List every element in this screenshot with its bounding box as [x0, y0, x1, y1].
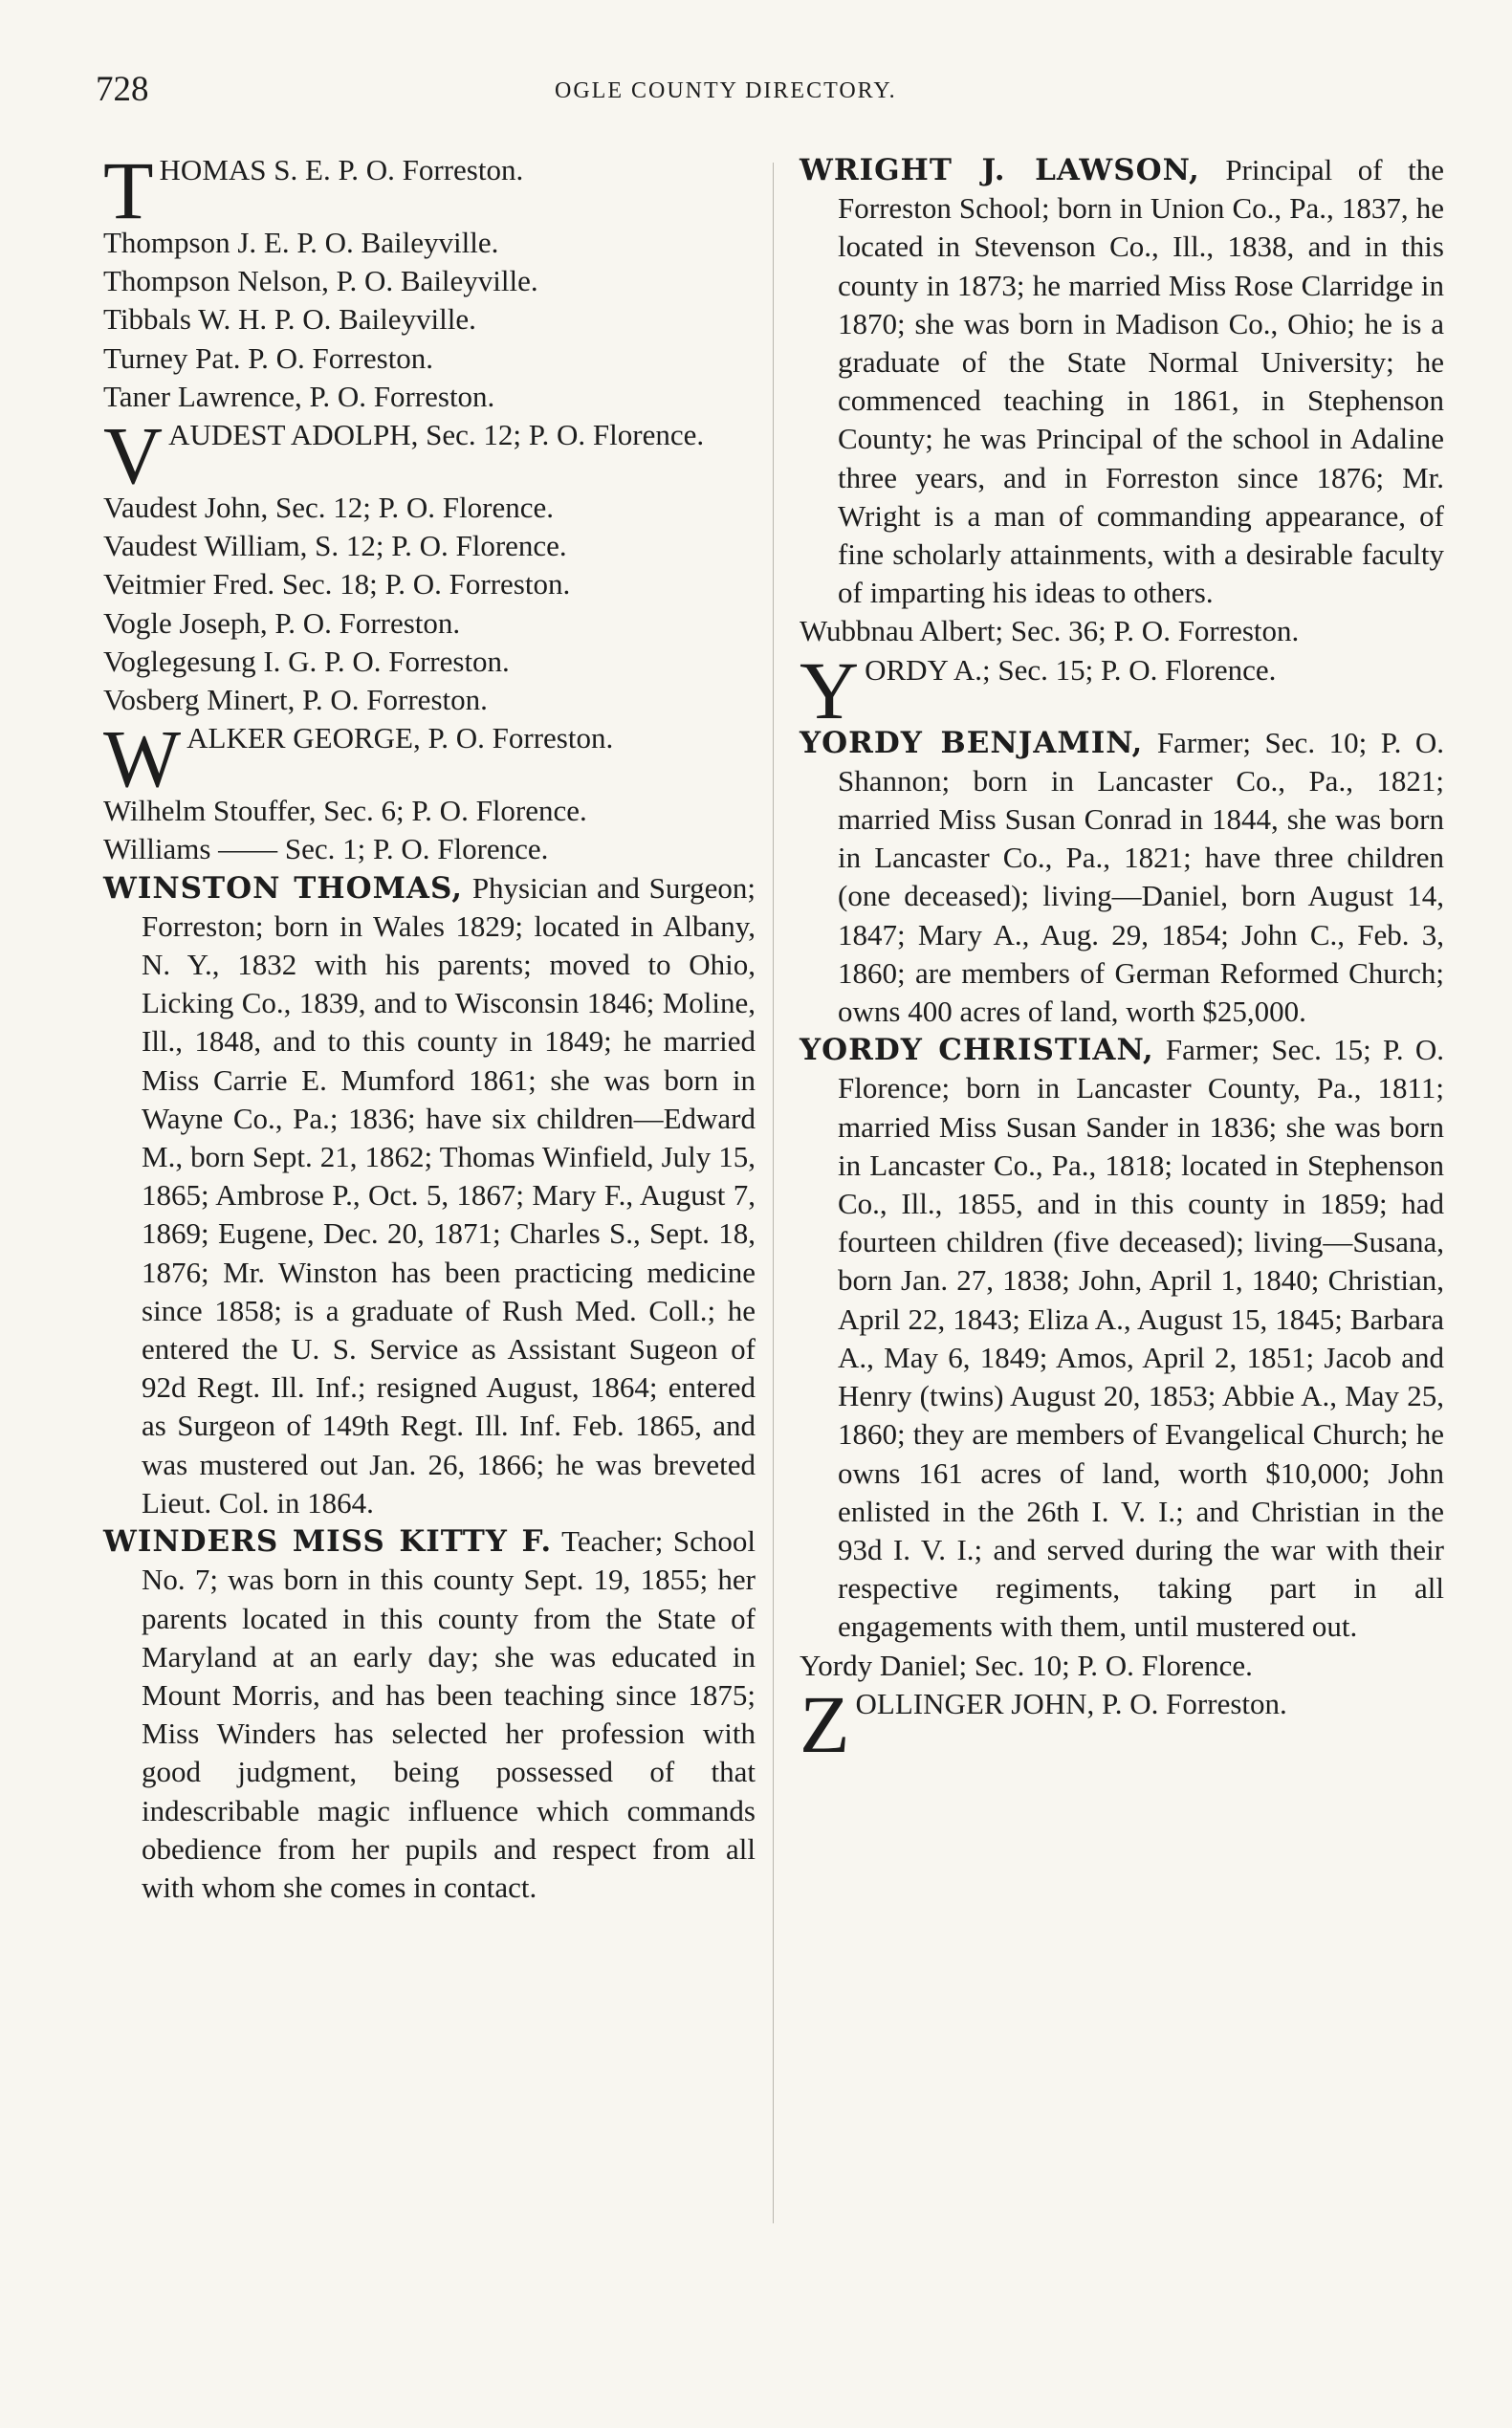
entry-turney: Turney Pat. P. O. Forreston.	[103, 340, 434, 375]
section-z	[800, 1685, 1444, 1758]
drop-cap-w: W	[103, 719, 182, 793]
entry-yordy-benjamin	[800, 724, 1444, 1032]
right-column	[800, 151, 1444, 1758]
entry-williams: Williams —— Sec. 1; P. O. Florence.	[103, 832, 549, 866]
section-y	[800, 651, 1444, 724]
entry-wright	[800, 151, 1444, 612]
entry-walker: ALKER GEORGE, P. O. Forreston.	[186, 721, 614, 755]
entry-vaudest-william: Vaudest William, S. 12; P. O. Florence.	[103, 529, 567, 563]
entry-winston	[103, 869, 756, 1522]
entry-thompson-nelson: Thompson Nelson, P. O. Baileyville.	[103, 264, 538, 298]
entry-yordy-daniel: Yordy Daniel; Sec. 10; P. O. Florence.	[800, 1648, 1253, 1682]
christian-name: YORDY CHRISTIAN,	[800, 1033, 1154, 1068]
entry-thompson-je: Thompson J. E. P. O. Baileyville.	[103, 226, 499, 259]
entry-yordy-a: ORDY A.; Sec. 15; P. O. Florence.	[865, 652, 1277, 687]
entry-vaudest-adolph: AUDEST ADOLPH, Sec. 12; P. O. Florence.	[168, 418, 705, 452]
winston-bio: Physician and Surgeon; Forreston; born in Wales 1829; located in Albany, N. Y., 1832 with his parents; moved to Ohio, Licking Co., 1839, and to Wisconsin 1846; Moline, Ill., 1848, and to this county in 1849; he married Miss Carrie E. Mumford 1861; she was born in Wayne Co., Pa.; 1836; have six children—Edward M., born Sept. 21, 1862; Thomas Winfield, July 15, 1865; Ambrose P., Oct. 5, 1867; Mary F., August 7, 1869; Eugene, Dec. 20, 1871; Charles S., Sept. 18, 1876; Mr. Winston has been practicing medicine since 1858; is a graduate of Rush Med. Coll.; he entered the U. S. Service as Assistant Sugeon of 92d Regt. Ill. Inf.; resigned August, 1864; entered as Surgeon of 149th Regt. Ill. Inf. Feb. 1865, and was mustered out Jan. 26, 1866; he was breveted Lieut. Col. in 1864.	[142, 870, 756, 1520]
entry-voglegesung: Voglegesung I. G. P. O. Forreston.	[103, 644, 510, 678]
entry-vosberg: Vosberg Minert, P. O. Forreston.	[103, 683, 488, 717]
entry-vaudest-john: Vaudest John, Sec. 12; P. O. Florence.	[103, 491, 554, 525]
entry-zollinger: OLLINGER JOHN, P. O. Forreston.	[855, 1686, 1287, 1720]
christian-bio: Farmer; Sec. 15; P. O. Florence; born in Lancaster County, Pa., 1811; married Miss Susan Sander in 1836; she was born in Lancaster Co., Pa., 1818; located in Stephenson Co., Ill., 1855, and in this county in 1859; had fourteen children (five deceased); living—Susana, born Jan. 27, 1838; John, April 1, 1840; Christian, April 22, 1843; Eliza A., August 15, 1845; Barbara A., May 6, 1849; Amos, April 2, 1851; Jacob and Henry (twins) August 20, 1853; Abbie A., May 25, 1860; they are members of Evangelical Church; he owns 161 acres of land, worth $10,000; John enlisted in the 26th I. V. I.; and Christian in the 93d I. V. I.; and served during the war with their respective regiments, taking part in all engagements with them, until mustered out.	[838, 1033, 1445, 1644]
wright-bio: Principal of the Forreston School; born in Union Co., Pa., 1837, he located in Stevenson Co., Ill., 1838, and in this county in 1873; he married Miss Rose Clarridge in 1870; she was born in Madison Co., Ohio; he is a graduate of the State Normal University; he commenced teaching in 1861, in Stephenson County; he was Principal of the school in Adaline three years, and in Forreston since 1876; Mr. Wright is a man of commanding appearance, of fine scholarly attainments, with a desirable faculty of imparting his ideas to others.	[838, 153, 1444, 610]
entry-winders	[103, 1522, 756, 1907]
section-w	[103, 719, 756, 792]
entry-tibbals: Tibbals W. H. P. O. Baileyville.	[103, 302, 476, 337]
entry-thomas: HOMAS S. E. P. O. Forreston.	[159, 153, 524, 186]
benjamin-bio: Farmer; Sec. 10; P. O. Shannon; born in Lancaster Co., Pa., 1821; married Miss Susan Conrad in 1844, she was born in Lancaster Co., Pa., 1821; have three children (one deceased); living—Daniel, born August 14, 1847; Mary A., Aug. 29, 1854; John C., Feb. 3, 1860; are members of German Reformed Church; owns 400 acres of land, worth $25,000.	[838, 725, 1444, 1029]
drop-cap-y: Y	[800, 650, 860, 724]
entry-wubbnau: Wubbnau Albert; Sec. 36; P. O. Forreston.	[800, 614, 1300, 648]
page-number: 728	[96, 70, 149, 109]
entry-veitmier: Veitmier Fred. Sec. 18; P. O. Forreston.	[103, 567, 571, 602]
winders-name: WINDERS MISS KITTY F.	[103, 1524, 553, 1560]
drop-cap-v: V	[103, 416, 164, 490]
drop-cap-z: Z	[800, 1684, 850, 1758]
entry-yordy-christian	[800, 1031, 1444, 1646]
page-header	[96, 69, 1454, 117]
winston-name: WINSTON THOMAS,	[103, 870, 464, 906]
entry-wilhelm: Wilhelm Stouffer, Sec. 6; P. O. Florence.	[103, 794, 587, 828]
benjamin-name: YORDY BENJAMIN,	[800, 725, 1144, 760]
section-v	[103, 416, 756, 489]
left-column	[103, 151, 756, 1907]
running-title: OGLE COUNTY DIRECTORY.	[555, 78, 897, 103]
winders-bio: Teacher; School No. 7; was born in this county Sept. 19, 1855; her parents located in this county from the State of Maryland at an early day; she was educated in Mount Morris, and has been teaching since 1875; Miss Winders has selected her profession with good judgment, being possessed of that indescribable magic influence which commands obedience from her pupils and respect from all with whom she comes in contact.	[142, 1524, 756, 1904]
drop-cap-t: T	[103, 151, 154, 224]
entry-vogle: Vogle Joseph, P. O. Forreston.	[103, 605, 461, 640]
column-divider	[773, 163, 774, 2223]
entry-taner: Taner Lawrence, P. O. Forreston.	[103, 379, 495, 413]
wright-name: WRIGHT J. LAWSON,	[800, 153, 1200, 187]
section-t	[103, 151, 756, 224]
